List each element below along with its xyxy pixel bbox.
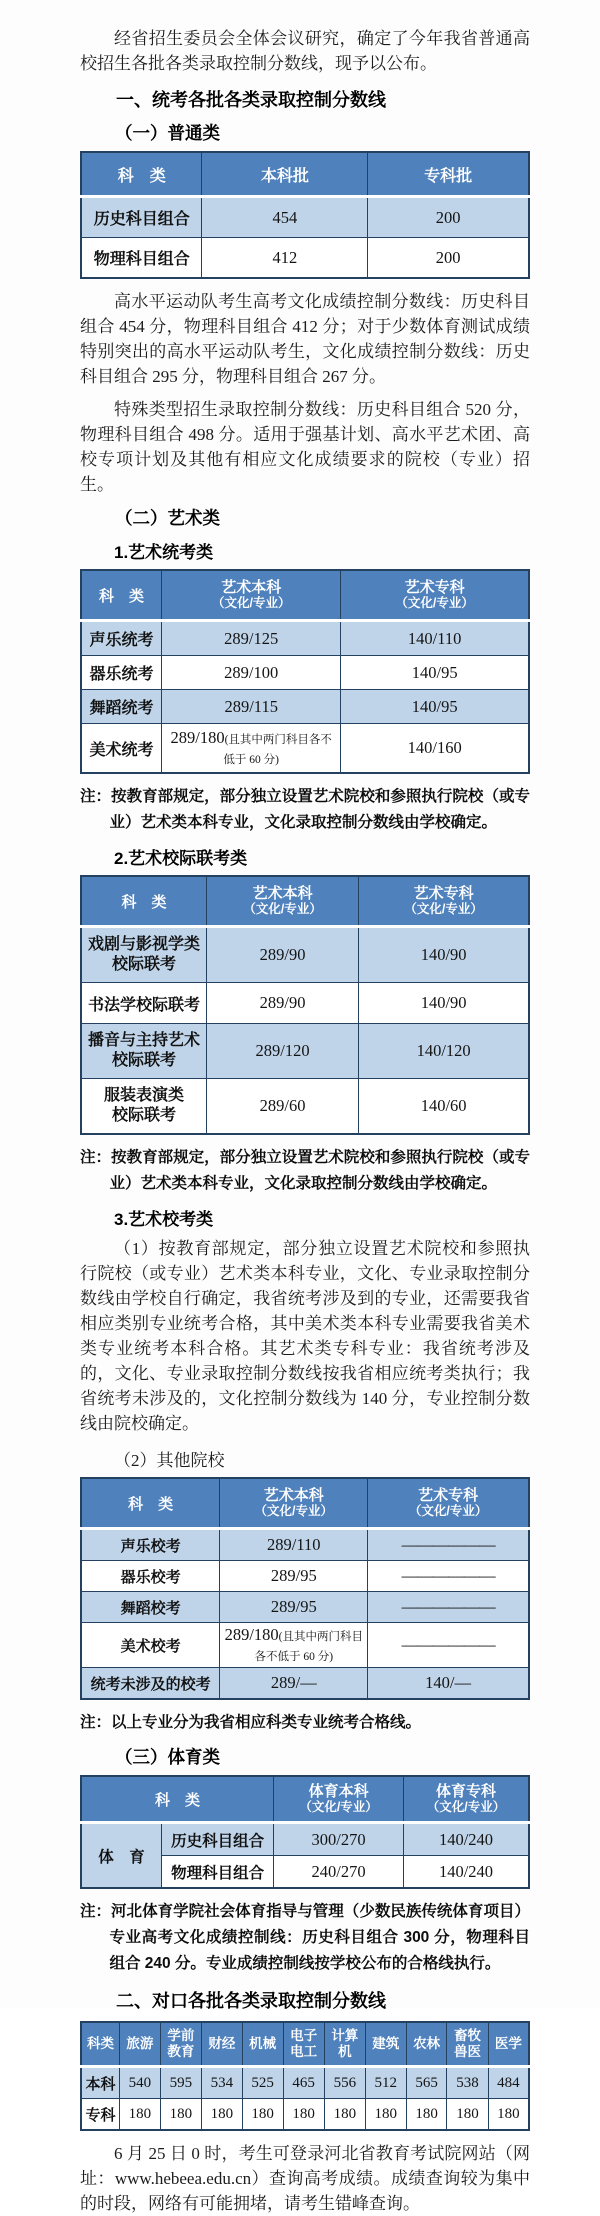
header-cell: 科类 — [81, 2022, 120, 2067]
art-joint-note: 注：按教育部规定，部分独立设置艺术院校和参照执行院校（或专业）艺术类本科专业，文化录取控制分数线由学校确定。 — [80, 1149, 530, 1192]
value-cell: 140/— — [368, 1668, 529, 1700]
label-line: 校际联考 — [111, 956, 176, 973]
label-cell: 器乐校考 — [81, 1561, 220, 1592]
art-school-heading: 3.艺术校考类 — [114, 1210, 214, 1229]
header-line: 艺术本科 — [252, 885, 313, 902]
value-cell: 140/95 — [341, 656, 529, 690]
table-header-row — [81, 152, 529, 197]
value-cell: 412 — [202, 238, 368, 279]
header-cell: 财经 — [201, 2022, 242, 2067]
value-cell: 140/240 — [404, 1823, 529, 1856]
table-row — [81, 983, 529, 1024]
art-other-table — [80, 1477, 530, 1700]
value-cell: 140/90 — [359, 927, 529, 983]
header-cell: 科 类 — [81, 876, 206, 927]
value-cell: 289/95 — [220, 1592, 368, 1623]
table-row — [81, 621, 529, 656]
label-cell: 统考未涉及的校考 — [81, 1668, 220, 1700]
header-cell — [206, 876, 358, 927]
table-row — [81, 2099, 529, 2131]
table-row — [81, 1623, 529, 1668]
general-category-heading: （一）普通类 — [115, 123, 220, 143]
value-cell: 512 — [365, 2067, 406, 2099]
header-cell: 学前教育 — [160, 2022, 201, 2067]
header-line: 艺术专科 — [413, 885, 474, 902]
sports-team-paragraph: 高水平运动队考生高考文化成绩控制分数线：历史科目组合 454 分，物理科目组合 412 分；对于少数体育测试成绩特别突出的高水平运动队考生，文化成绩控制分数线：历史科目组合 295 分，物理科目组合 267 分。 — [80, 292, 530, 386]
value-cell: 180 — [447, 2099, 488, 2131]
header-subline: （文化/专业） — [408, 1504, 488, 1518]
group-label-cell: 体 育 — [81, 1823, 162, 1889]
label-cell: 舞蹈统考 — [81, 690, 162, 724]
header-cell: 计算机 — [324, 2022, 365, 2067]
art-unified-note: 注：按教育部规定，部分独立设置艺术院校和参照执行院校（或专业）艺术类本科专业，文化录取控制分数线由学校确定。 — [80, 788, 530, 831]
label-cell: 声乐统考 — [81, 621, 162, 656]
label-cell — [81, 1024, 206, 1079]
header-cell: 畜牧兽医 — [447, 2022, 488, 2067]
header-cell: 医学 — [488, 2022, 529, 2067]
value-cell: 140/95 — [341, 690, 529, 724]
label-line: 服装表演类 — [103, 1087, 184, 1104]
label-cell: 器乐统考 — [81, 656, 162, 690]
header-subline: （文化/专业） — [254, 1504, 334, 1518]
value-cell: 180 — [365, 2099, 406, 2131]
value-cell: 289/120 — [206, 1024, 358, 1079]
header-line: 艺术本科 — [221, 579, 282, 596]
table-header-row — [81, 1776, 529, 1823]
header-cell — [162, 570, 341, 621]
header-cell — [404, 1776, 529, 1823]
score-value: 289/180 — [170, 728, 225, 747]
table-row — [81, 1592, 529, 1623]
art-joint-table — [80, 875, 530, 1135]
header-subline: （文化/专业） — [426, 1800, 506, 1814]
pe-score-table — [80, 1775, 530, 1889]
label-cell — [81, 1079, 206, 1135]
header-cell: 本科批 — [202, 152, 368, 197]
art-joint-heading: 2.艺术校际联考类 — [114, 849, 248, 868]
value-cell: 595 — [160, 2067, 201, 2099]
header-cell — [341, 570, 529, 621]
table-row — [81, 1024, 529, 1079]
table-row — [81, 927, 529, 983]
table-header-row — [81, 1478, 529, 1529]
value-cell: 140/160 — [341, 724, 529, 774]
pe-category-heading: （三）体育类 — [115, 1747, 220, 1767]
table-row — [81, 1668, 529, 1700]
value-cell: 289/90 — [206, 983, 358, 1024]
label-cell: 舞蹈校考 — [81, 1592, 220, 1623]
header-line: 艺术本科 — [263, 1487, 324, 1504]
header-line: 艺术专科 — [418, 1487, 479, 1504]
label-cell: 美术统考 — [81, 724, 162, 774]
value-cell: 534 — [201, 2067, 242, 2099]
label-line: 播音与主持艺术 — [87, 1032, 200, 1049]
value-cell: 289/110 — [220, 1529, 368, 1561]
value-cell: 180 — [488, 2099, 529, 2131]
table-row — [81, 1079, 529, 1135]
section-2-heading: 二、对口各批各类录取控制分数线 — [116, 1991, 386, 2011]
header-subline: （文化/专业） — [404, 902, 483, 916]
value-cell: 180 — [160, 2099, 201, 2131]
footer-paragraph: 6 月 25 日 0 时，考生可登录河北省教育考试院网站（网址：www.hebeea.edu.cn）查询高考成绩。成绩查询较为集中的时段，网络有可能拥堵，请考生错峰查询。 — [80, 2144, 530, 2213]
label-cell: 历史科目组合 — [162, 1823, 274, 1856]
header-cell: 农林 — [406, 2022, 447, 2067]
score-condition: (且其中两门科目各不低于 60 分) — [223, 734, 332, 766]
value-cell: —————— — [368, 1623, 529, 1668]
intro-paragraph: 经省招生委员会全体会议研究，确定了今年我省普通高校招生各批各类录取控制分数线，现予以公布。 — [80, 29, 530, 73]
other-colleges-heading: （2）其他院校 — [114, 1451, 225, 1470]
art-school-paragraph: （1）按教育部规定，部分独立设置艺术院校和参照执行院校（或专业）艺术类本科专业，文化、专业录取控制分数线由学校自行确定，我省统考涉及到的专业，还需要我省相应类别专业统考合格，其中美术类本科专业需要我省美术类专业统考本科合格。其艺术类专科专业：我省统考涉及的，文化、专业录取控制分数线按我省相应统考类执行；我省统考未涉及的，文化控制分数线为 140 分，专业控制分数线由院校确定。 — [80, 1239, 530, 1433]
art-unified-table — [80, 569, 530, 774]
label-cell: 专科 — [81, 2099, 120, 2131]
art-category-heading: （二）艺术类 — [115, 508, 220, 528]
value-cell: 180 — [324, 2099, 365, 2131]
label-line: 戏剧与影视学类 — [87, 936, 200, 953]
header-cell: 电子电工 — [283, 2022, 324, 2067]
value-cell: 200 — [368, 238, 529, 279]
header-cell: 机械 — [242, 2022, 283, 2067]
table-row — [81, 656, 529, 690]
value-cell: 140/110 — [341, 621, 529, 656]
value-cell: 289/115 — [162, 690, 341, 724]
label-cell: 书法学校际联考 — [81, 983, 206, 1024]
table-row — [81, 1823, 529, 1856]
value-cell: 180 — [242, 2099, 283, 2131]
label-cell: 美术校考 — [81, 1623, 220, 1668]
label-line: 校际联考 — [111, 1107, 176, 1124]
header-cell: 科 类 — [81, 152, 202, 197]
table-row — [81, 1529, 529, 1561]
score-value: 289/180 — [224, 1625, 279, 1644]
header-cell — [359, 876, 529, 927]
value-cell: 200 — [368, 197, 529, 238]
value-cell: 180 — [406, 2099, 447, 2131]
value-cell: 538 — [447, 2067, 488, 2099]
value-cell: —————— — [368, 1529, 529, 1561]
header-cell — [220, 1478, 368, 1529]
score-condition: (且其中两门科目各不低于 60 分) — [254, 1631, 363, 1663]
label-cell: 物理科目组合 — [162, 1856, 274, 1889]
value-cell: 556 — [324, 2067, 365, 2099]
header-cell: 建筑 — [365, 2022, 406, 2067]
label-line: 校际联考 — [111, 1052, 176, 1069]
header-line: 体育专科 — [436, 1783, 497, 1800]
header-line: 艺术专科 — [404, 579, 465, 596]
value-cell: 140/240 — [404, 1856, 529, 1889]
art-unified-heading: 1.艺术统考类 — [114, 543, 214, 562]
table-header-row — [81, 2022, 529, 2067]
value-cell: 289/95 — [220, 1561, 368, 1592]
table-row — [81, 197, 529, 238]
value-cell: 289/125 — [162, 621, 341, 656]
value-cell: 465 — [283, 2067, 324, 2099]
header-cell: 科 类 — [81, 570, 162, 621]
value-cell — [162, 724, 341, 774]
header-cell — [368, 1478, 529, 1529]
table-row — [81, 1561, 529, 1592]
table-row — [81, 724, 529, 774]
label-cell: 声乐校考 — [81, 1529, 220, 1561]
header-subline: （文化/专业） — [243, 902, 322, 916]
value-cell: 289/— — [220, 1668, 368, 1700]
value-cell: —————— — [368, 1561, 529, 1592]
value-cell: —————— — [368, 1592, 529, 1623]
header-cell: 科 类 — [81, 1478, 220, 1529]
value-cell: 240/270 — [274, 1856, 404, 1889]
table-header-row — [81, 876, 529, 927]
value-cell: 180 — [283, 2099, 324, 2131]
table-header-row — [81, 570, 529, 621]
label-cell: 历史科目组合 — [81, 197, 202, 238]
label-cell: 物理科目组合 — [81, 238, 202, 279]
header-subline: （文化/专业） — [395, 596, 474, 610]
art-other-note: 注：以上专业分为我省相应科类专业统考合格线。 — [80, 1714, 422, 1731]
label-cell — [81, 927, 206, 983]
value-cell: 525 — [242, 2067, 283, 2099]
header-cell: 专科批 — [368, 152, 529, 197]
section-1-heading: 一、统考各批各类录取控制分数线 — [116, 90, 386, 110]
header-subline: （文化/专业） — [299, 1800, 378, 1814]
value-cell: 289/60 — [206, 1079, 358, 1135]
value-cell: 180 — [201, 2099, 242, 2131]
value-cell — [220, 1623, 368, 1668]
pe-note: 注：河北体育学院社会体育指导与管理（少数民族传统体育项目）专业高考文化成绩控制线：历史科目组合 300 分，物理科目组合 240 分。专业成绩控制线按学校公布的合格线执行。 — [80, 1903, 530, 1972]
header-subline: （文化/专业） — [211, 596, 291, 610]
table-row — [81, 2067, 529, 2099]
table-row — [81, 238, 529, 279]
header-cell — [274, 1776, 404, 1823]
vocational-score-table — [80, 2021, 530, 2131]
value-cell: 140/60 — [359, 1079, 529, 1135]
header-cell: 旅游 — [120, 2022, 161, 2067]
value-cell: 140/120 — [359, 1024, 529, 1079]
value-cell: 484 — [488, 2067, 529, 2099]
value-cell: 180 — [120, 2099, 161, 2131]
general-score-table — [80, 151, 530, 279]
header-line: 体育本科 — [308, 1783, 369, 1800]
header-cell: 科 类 — [81, 1776, 274, 1823]
value-cell: 454 — [202, 197, 368, 238]
value-cell: 140/90 — [359, 983, 529, 1024]
value-cell: 289/90 — [206, 927, 358, 983]
value-cell: 540 — [120, 2067, 161, 2099]
value-cell: 565 — [406, 2067, 447, 2099]
label-cell: 本科 — [81, 2067, 120, 2099]
table-row — [81, 690, 529, 724]
value-cell: 289/100 — [162, 656, 341, 690]
special-type-paragraph: 特殊类型招生录取控制分数线：历史科目组合 520 分，物理科目组合 498 分。适用于强基计划、高水平艺术团、高校专项计划及其他有相应文化成绩要求的院校（专业）招生。 — [80, 400, 530, 494]
value-cell: 300/270 — [274, 1823, 404, 1856]
